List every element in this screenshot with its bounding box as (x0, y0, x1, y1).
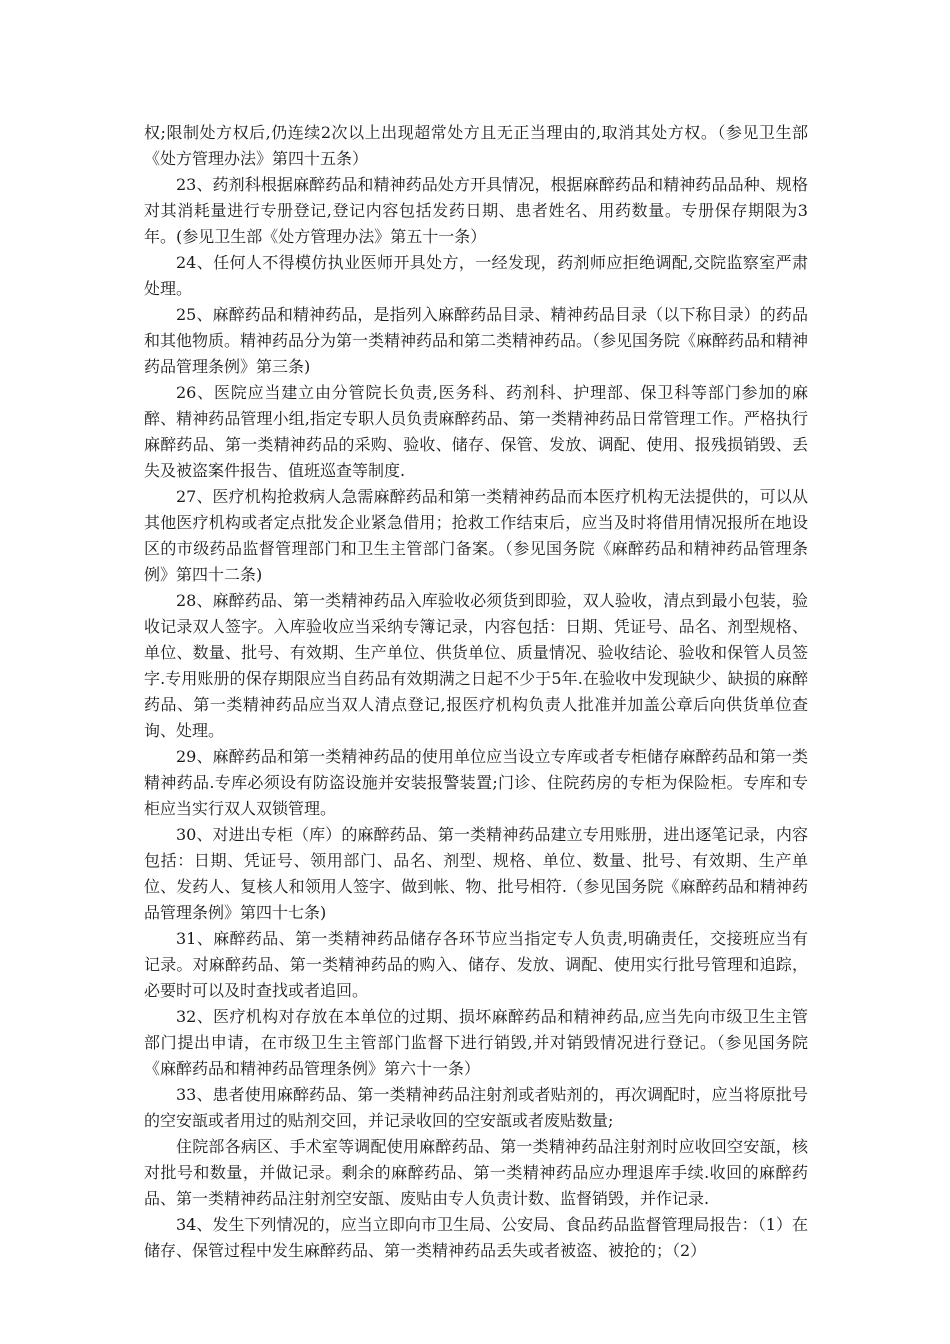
paragraph-item-24: 24、任何人不得模仿执业医师开具处方，一经发现，药剂师应拒绝调配,交院监察室严肃处理。 (144, 253, 808, 298)
paragraph-item-34: 34、发生下列情况的，应当立即向市卫生局、公安局、食品药品监督管理局报告：（1）在储存、保管过程中发生麻醉药品、第一类精神药品丢失或者被盗、被抢的；（2） (144, 1215, 808, 1260)
paragraph-item-31: 31、麻醉药品、第一类精神药品储存各环节应当指定专人负责,明确责任，交接班应当有记录。对麻醉药品、第一类精神药品的购入、储存、发放、调配、使用实行批号管理和追踪，必要时可以及时查找或者追回。 (144, 929, 808, 1000)
paragraph-item-30: 30、对进出专柜（库）的麻醉药品、第一类精神药品建立专用账册，进出逐笔记录，内容包括：日期、凭证号、领用部门、品名、剂型、规格、单位、数量、批号、有效期、生产单位、发药人、复核人和领用人签字、做到帐、物、批号相符.（参见国务院《麻醉药品和精神药品管理条例》第四十七条) (144, 825, 808, 922)
paragraph-item-28: 28、麻醉药品、第一类精神药品入库验收必须货到即验，双人验收，清点到最小包装，验收记录双人签字。入库验收应当采纳专簿记录，内容包括：日期、凭证号、品名、剂型规格、单位、数量、批号、有效期、生产单位、供货单位、质量情况、验收结论、验收和保管人员签字.专用账册的保存期限应当自药品有效期满之日起不少于5年.在验收中发现缺少、缺损的麻醉药品、第一类精神药品应当双人清点登记,报医疗机构负责人批准并加盖公章后向供货单位查询、处理。 (144, 591, 808, 740)
paragraph-item-27: 27、医疗机构抢救病人急需麻醉药品和第一类精神药品而本医疗机构无法提供的，可以从其他医疗机构或者定点批发企业紧急借用；抢救工作结束后，应当及时将借用情况报所在地设区的市级药品监督管理部门和卫生主管部门备案。（参见国务院《麻醉药品和精神药品管理条例》第四十二条) (144, 487, 808, 584)
paragraph-item-33-continued: 住院部各病区、手术室等调配使用麻醉药品、第一类精神药品注射剂时应收回空安瓿，核对批号和数量，并做记录。剩余的麻醉药品、第一类精神药品应办理退库手续.收回的麻醉药品、第一类精神药品注射剂空安瓿、废贴由专人负责计数、监督销毁，并作记录. (144, 1137, 808, 1208)
paragraph-item-26: 26、医院应当建立由分管院长负责,医务科、药剂科、护理部、保卫科等部门参加的麻醉、精神药品管理小组,指定专职人员负责麻醉药品、第一类精神药品日常管理工作。严格执行麻醉药品、第一类精神药品的采购、验收、储存、保管、发放、调配、使用、报残损销毁、丢失及被盗案件报告、值班巡查等制度. (144, 383, 808, 480)
document-body (144, 120, 808, 1264)
paragraph-item-25: 25、麻醉药品和精神药品，是指列入麻醉药品目录、精神药品目录（以下称目录）的药品和其他物质。精神药品分为第一类精神药品和第二类精神药品。（参见国务院《麻醉药品和精神药品管理条例》第三条) (144, 305, 809, 376)
paragraph-continuation: 权;限制处方权后,仍连续2次以上出现超常处方且无正当理由的,取消其处方权。（参见卫生部《处方管理办法》第四十五条） (144, 123, 808, 168)
paragraph-item-23: 23、药剂科根据麻醉药品和精神药品处方开具情况，根据麻醉药品和精神药品品种、规格对其消耗量进行专册登记,登记内容包括发药日期、患者姓名、用药数量。专册保存期限为3年。(参见卫生部《处方管理办法》第五十一条） (144, 175, 808, 246)
paragraph-item-33: 33、患者使用麻醉药品、第一类精神药品注射剂或者贴剂的，再次调配时，应当将原批号的空安瓿或者用过的贴剂交回，并记录收回的空安瓿或者废贴数量; (144, 1085, 808, 1130)
paragraph-item-32: 32、医疗机构对存放在本单位的过期、损坏麻醉药品和精神药品,应当先向市级卫生主管部门提出申请，在市级卫生主管部门监督下进行销毁,并对销毁情况进行登记。（参见国务院《麻醉药品和精神药品管理条例》第六十一条） (144, 1007, 808, 1078)
paragraph-item-29: 29、麻醉药品和第一类精神药品的使用单位应当设立专库或者专柜储存麻醉药品和第一类精神药品.专库必须设有防盗设施并安装报警装置;门诊、住院药房的专柜为保险柜。专库和专柜应当实行双人双锁管理。 (144, 747, 808, 818)
